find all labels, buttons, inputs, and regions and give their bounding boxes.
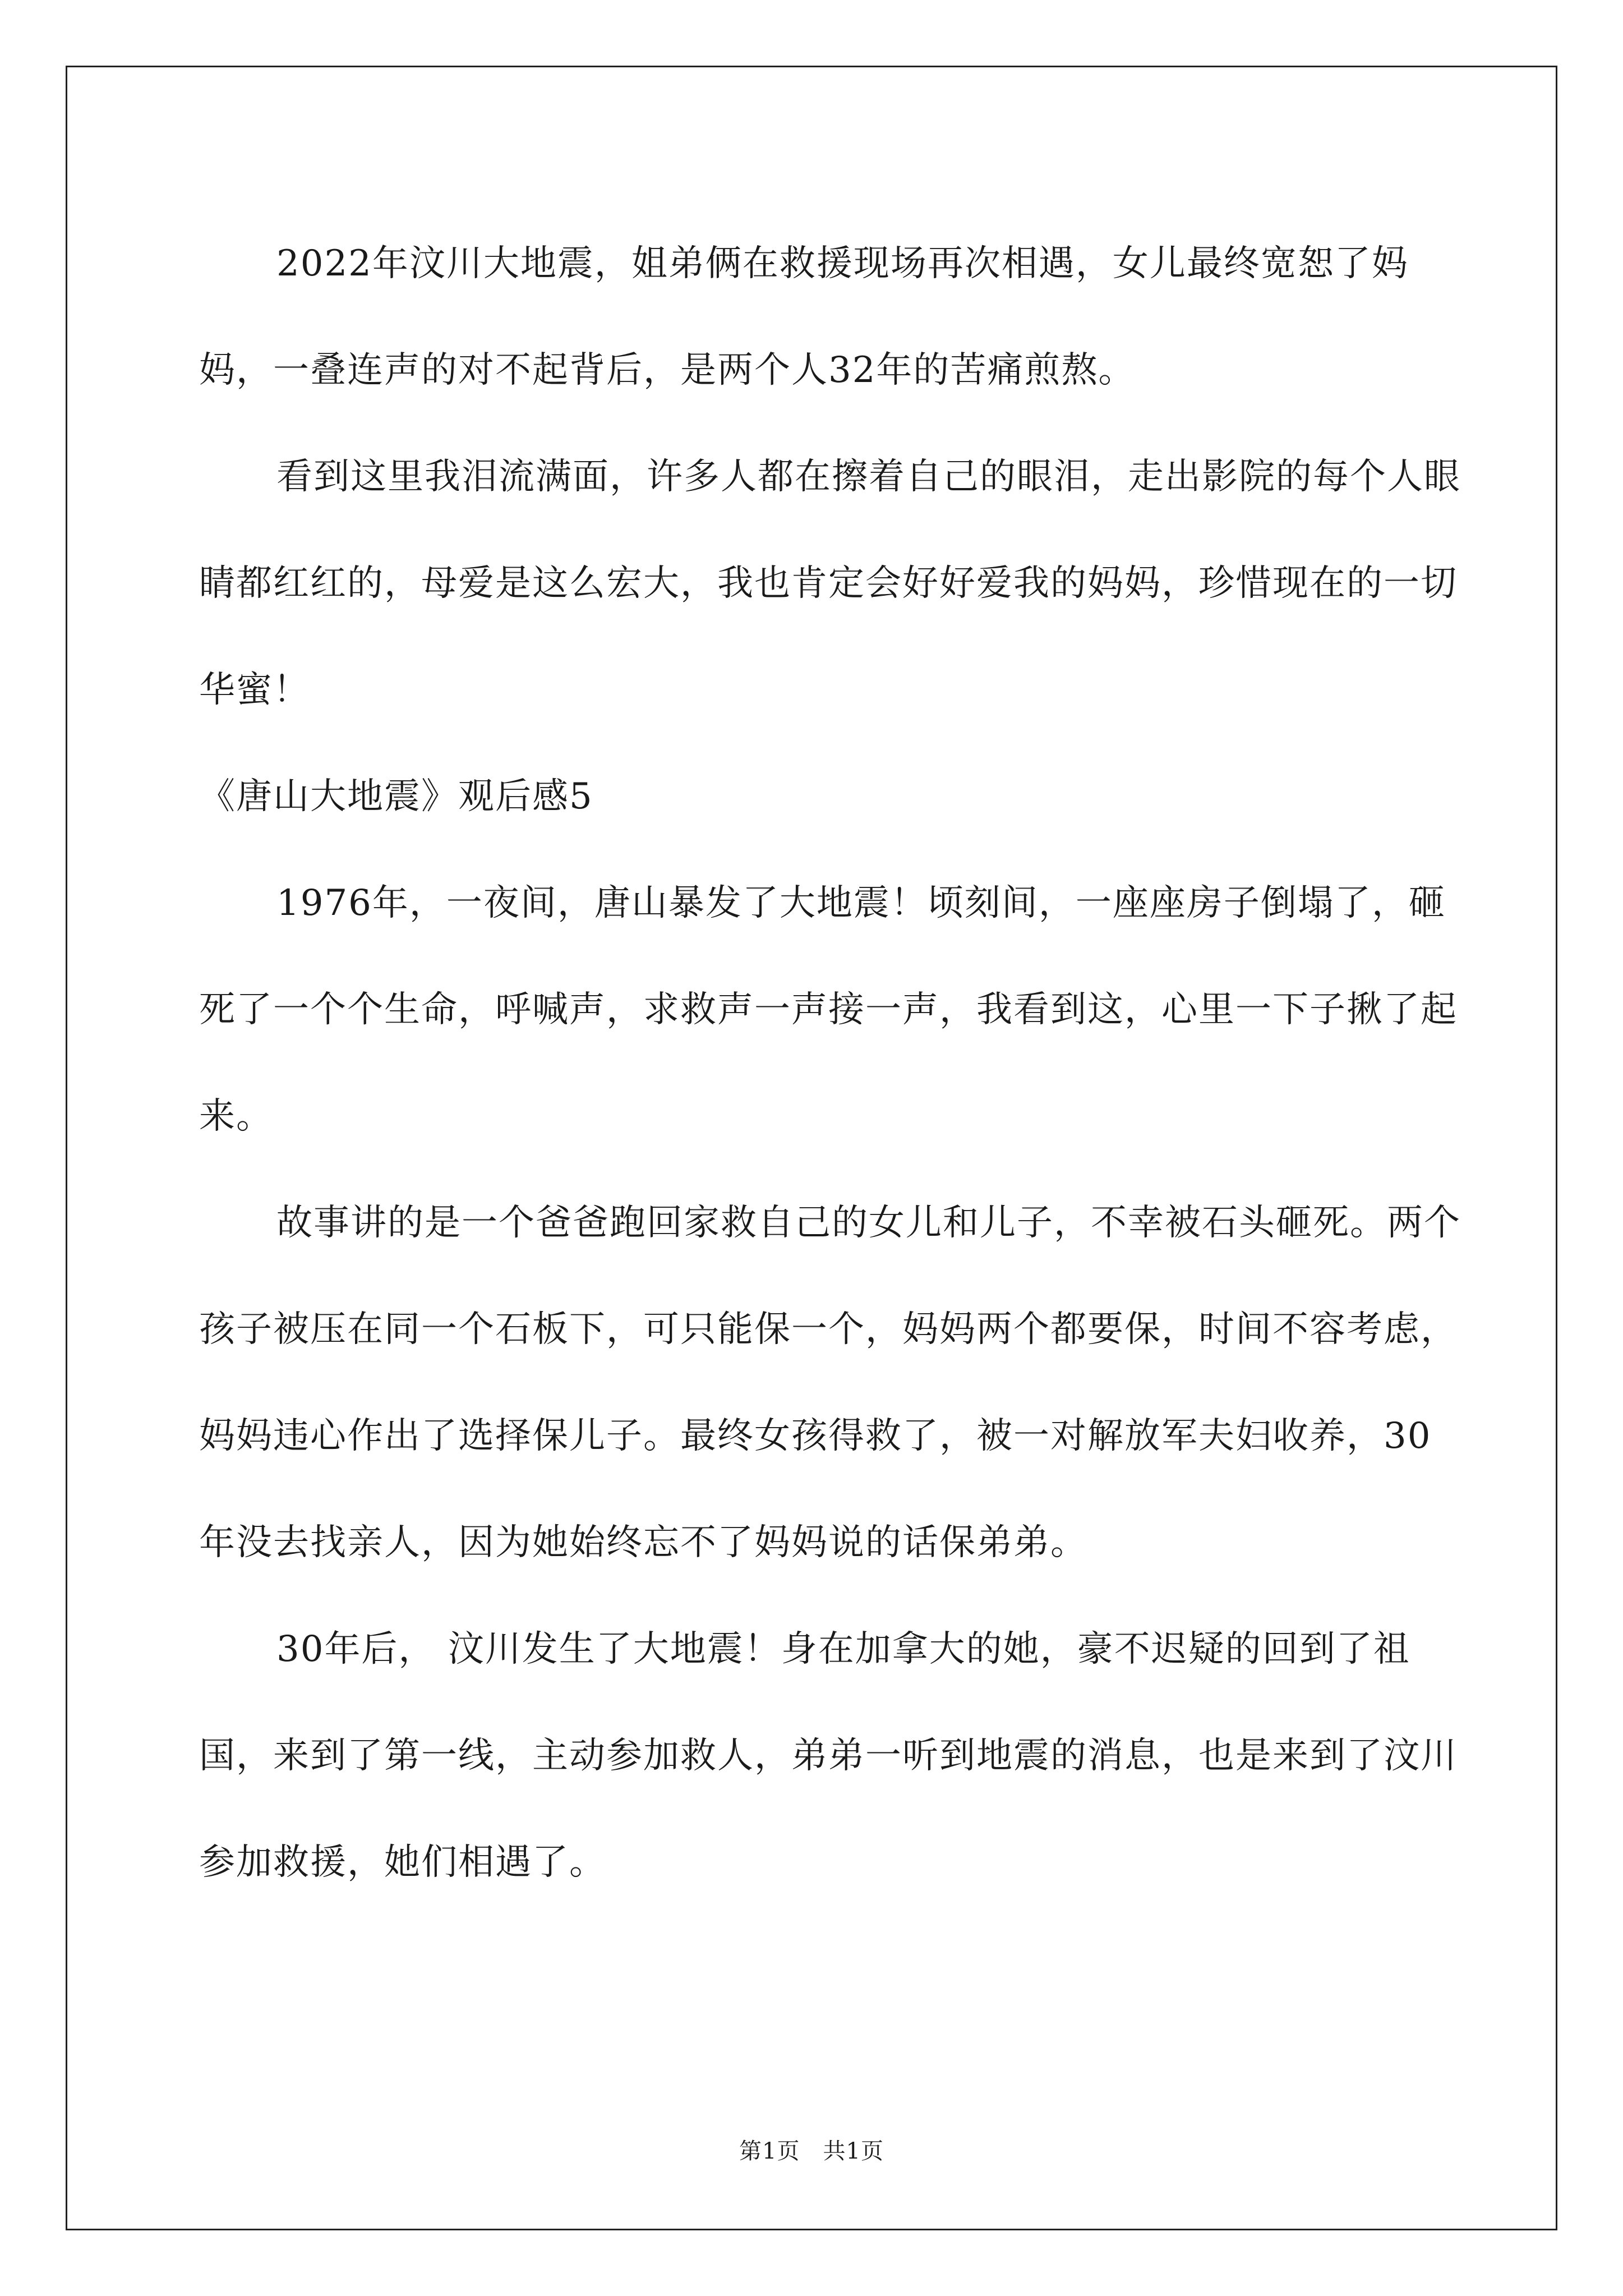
paragraph: 故事讲的是一个爸爸跑回家救自己的女儿和儿子，不幸被石头砸死。两个孩子被压在同一个石板下，可只能保一个，妈妈两个都要保，时间不容考虑，妈妈违心作出了选择保儿子。最终女孩得救了，被一对解放军夫妇收养，30年没去找亲人，因为她始终忘不了妈妈说的话保弟弟。 <box>199 1202 1461 1563</box>
document-body <box>199 210 1461 1916</box>
paragraph: 2022年汶川大地震，姐弟俩在救援现场再次相遇，女儿最终宽恕了妈妈，一叠连声的对不起背后，是两个人32年的苦痛煎熬。 <box>199 243 1409 391</box>
paragraph: 看到这里我泪流满面，许多人都在擦着自己的眼泪，走出影院的每个人眼睛都红红的，母爱是这么宏大，我也肯定会好好爱我的妈妈，珍惜现在的一切华蜜！ <box>199 456 1461 711</box>
paragraph: 30年后， 汶川发生了大地震！身在加拿大的她，豪不迟疑的回到了祖国，来到了第一线，主动参加救人，弟弟一听到地震的消息，也是来到了汶川参加救援，她们相遇了。 <box>199 1628 1458 1883</box>
section-heading: 《唐山大地震》观后感5 <box>199 776 593 817</box>
paragraph: 1976年，一夜间，唐山暴发了大地震！顷刻间，一座座房子倒塌了，砸死了一个个生命，呼喊声，求救声一声接一声，我看到这，心里一下子揪了起来。 <box>199 882 1458 1137</box>
page-footer: 第1页 共1页 <box>739 2138 884 2164</box>
